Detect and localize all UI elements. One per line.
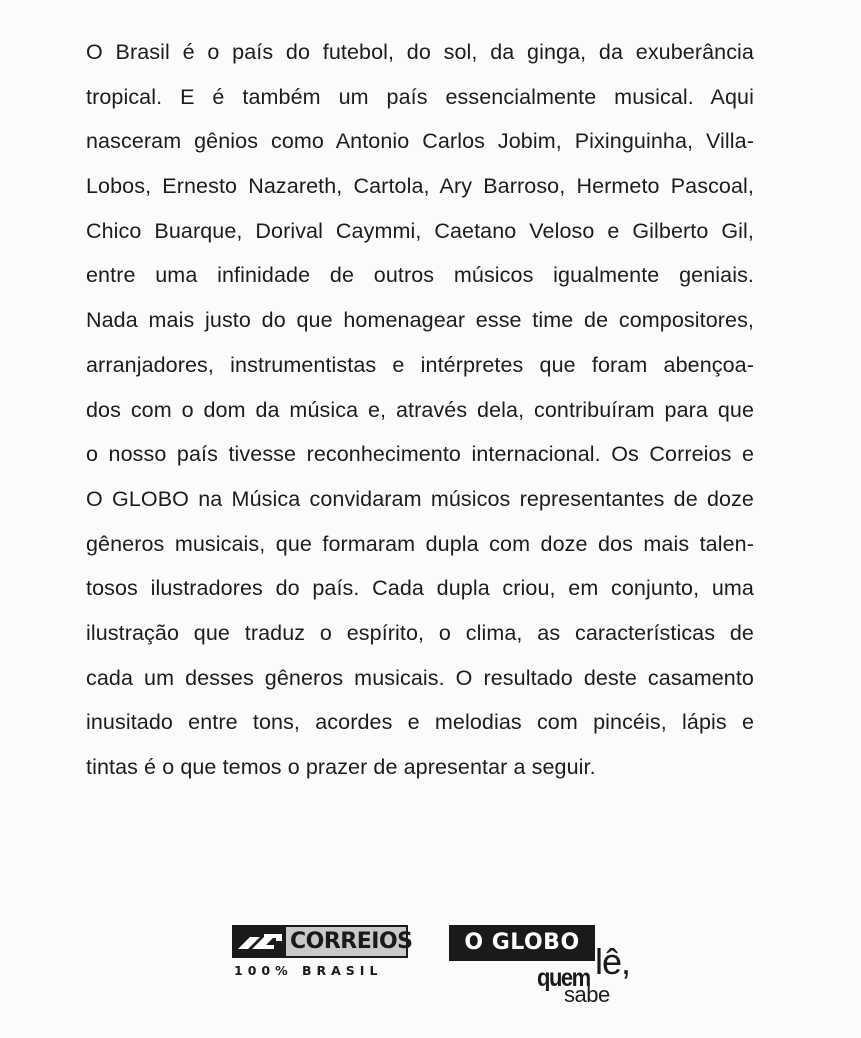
body-line: arranjadores, instrumentistas e intérpretes que foram abençoa-: [86, 352, 754, 377]
body-line: Lobos, Ernesto Nazareth, Cartola, Ary Barroso, Hermeto Pascoal,: [86, 174, 754, 199]
body-line: dos com o dom da música e, através dela, contribuíram para que: [86, 397, 754, 422]
body-line: gêneros musicais, que formaram dupla com doze dos mais talen-: [86, 531, 754, 556]
correios-chevron-icon: [234, 927, 286, 956]
body-line: tintas é o que temos o prazer de apresentar a seguir.: [86, 755, 596, 779]
correios-tagline: 100% BRASIL: [234, 963, 383, 978]
body-line: entre uma infinidade de outros músicos igualmente geniais.: [86, 263, 754, 288]
body-line: Nada mais justo do que homenagear esse time de compositores,: [86, 308, 754, 333]
body-line: cada um desses gêneros musicais. O resultado deste casamento: [86, 665, 754, 690]
body-line: Chico Buarque, Dorival Caymmi, Caetano Veloso e Gilberto Gil,: [86, 218, 754, 243]
correios-logo: [232, 925, 413, 983]
body-line: o nosso país tivesse reconhecimento internacional. Os Correios e: [86, 442, 754, 467]
body-line: ilustração que traduz o espírito, o clima, as características de: [86, 620, 754, 645]
body-line: inusitado entre tons, acordes e melodias com pincéis, lápis e: [86, 710, 754, 735]
body-line: tosos ilustradores do país. Cada dupla criou, em conjunto, uma: [86, 576, 754, 601]
body-line: nasceram gênios como Antonio Carlos Jobim, Pixinguinha, Villa-: [86, 129, 754, 154]
body-text: [86, 30, 754, 790]
correios-logo-box: [232, 925, 413, 958]
body-line: tropical. E é também um país essencialmente musical. Aqui: [86, 84, 754, 109]
correios-logo-name: CORREIOS: [290, 929, 413, 954]
globo-logo: [449, 925, 629, 1013]
globo-slogan-quem: quem: [537, 963, 590, 992]
globo-slogan-le: lê,: [595, 941, 631, 982]
globo-slogan-sabe: sabe: [564, 982, 610, 1007]
body-line: O GLOBO na Música convidaram músicos representantes de doze: [86, 486, 754, 511]
body-line: O Brasil é o país do futebol, do sol, da ginga, da exuberância: [86, 40, 754, 64]
globo-logo-box: O GLOBO: [449, 925, 595, 961]
